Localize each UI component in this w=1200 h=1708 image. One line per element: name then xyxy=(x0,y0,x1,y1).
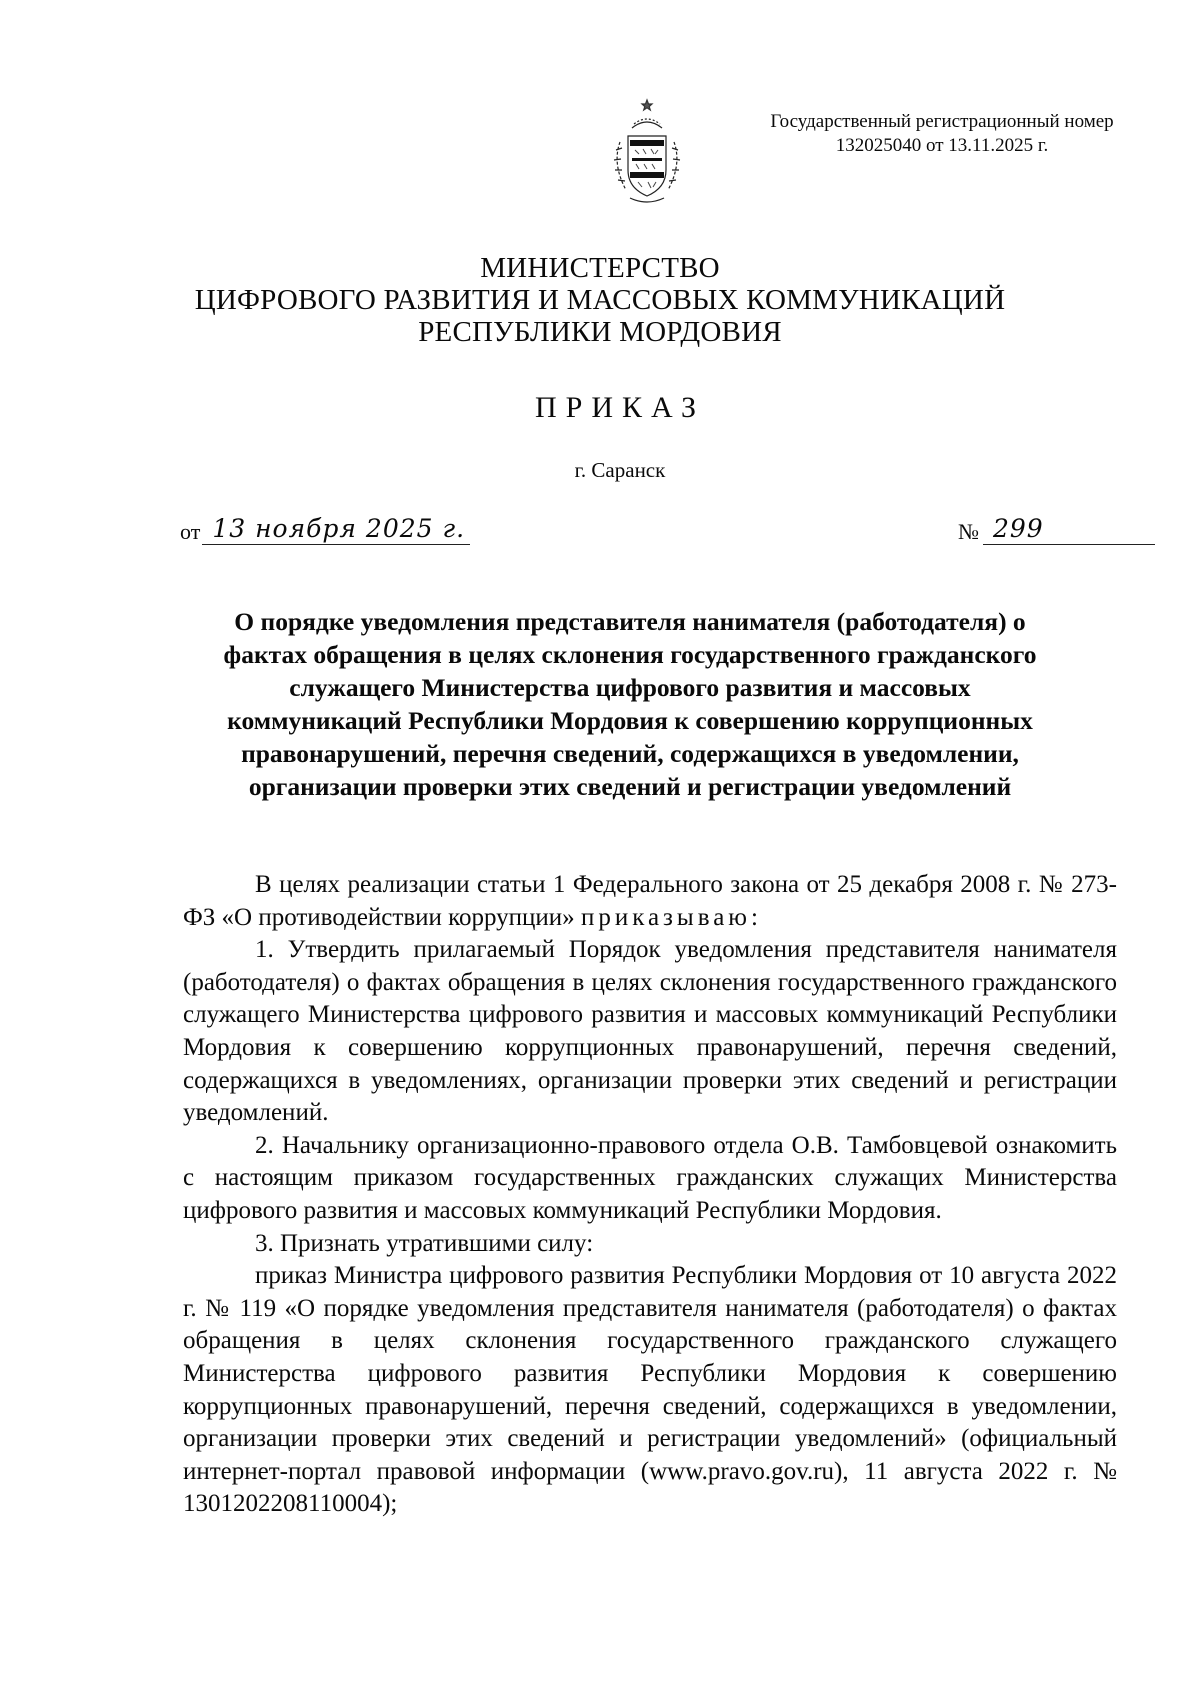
intro-paragraph xyxy=(183,869,1117,934)
date-prefix: от xyxy=(180,519,201,544)
heading-line: правонарушений, перечня сведений, содержащихся в уведомлении, xyxy=(241,739,1019,768)
order-number xyxy=(958,512,1155,545)
order-city: г. Саранск xyxy=(574,458,666,482)
registration-number xyxy=(742,110,1142,158)
order-heading xyxy=(150,605,1110,803)
number-line xyxy=(983,512,1155,545)
heading-line: коммуникаций Республики Мордовия к совершению коррупционных xyxy=(227,706,1033,735)
date-line xyxy=(202,512,470,545)
ministry-line-3: РЕСПУБЛИКИ МОРДОВИЯ xyxy=(418,316,782,348)
paragraph-2: 2. Начальнику организационно-правового отдела О.В. Тамбовцевой ознакомить с настоящим приказом государственных гражданских служащих Министерства цифрового развития и массовых коммуникаций Республики Мордовия. xyxy=(183,1131,1117,1224)
heading-line: фактах обращения в целях склонения государственного гражданского xyxy=(223,640,1037,669)
order-title: ПРИКАЗ xyxy=(535,391,705,424)
heading-line: организации проверки этих сведений и регистрации уведомлений xyxy=(248,772,1012,801)
registration-label: Государственный регистрационный номер xyxy=(770,111,1114,132)
paragraph-1: 1. Утвердить прилагаемый Порядок уведомления представителя нанимателя (работодателя) о фактах обращения в целях склонения государственного гражданского служащего Министерства цифрового развития и массовых коммуникаций Республики Мордовия к совершению коррупционных правонарушений, перечня сведений, содержащихся в уведомлениях, организации проверки этих сведений и регистрации уведомлений. xyxy=(183,936,1117,1127)
heading-line: служащего Министерства цифрового развития и массовых xyxy=(289,673,971,702)
ministry-line-2: ЦИФРОВОГО РАЗВИТИЯ И МАССОВЫХ КОММУНИКАЦИЙ xyxy=(194,284,1006,316)
order-date xyxy=(180,512,470,545)
registration-value: 132025040 от 13.11.2025 г. xyxy=(835,135,1049,156)
handwritten-date: 13 ноября 2025 г. xyxy=(212,514,466,543)
coat-of-arms-icon xyxy=(600,98,696,210)
ministry-line-1: МИНИСТЕРСТВО xyxy=(480,252,720,284)
intro-text: В целях реализации статьи 1 Федерального закона от 25 декабря 2008 г. № 273-ФЗ «О противодействии коррупции» xyxy=(183,871,1117,931)
paragraph-3: 3. Признать утратившими силу: xyxy=(255,1229,594,1257)
ministry-name xyxy=(0,252,1200,348)
number-prefix: № xyxy=(958,519,979,544)
handwritten-number: 299 xyxy=(993,514,1044,543)
paragraph-4: приказ Министра цифрового развития Республики Мордовия от 10 августа 2022 г. № 119 «О порядке уведомления представителя нанимателя (работодателя) о фактах обращения в целях склонения государственного гражданского служащего Министерства цифрового развития Республики Мордовия к совершению коррупционных правонарушений, перечня сведений, содержащихся в уведомлении, организации проверки этих сведений и регистрации уведомлений» (официальный интернет-портал правовой информации (www.pravo.gov.ru), 11 августа 2022 г. № 1301202208110004); xyxy=(183,1262,1117,1518)
heading-line: О порядке уведомления представителя нанимателя (работодателя) о xyxy=(234,607,1026,636)
intro-order-word: приказываю: xyxy=(580,903,762,931)
order-body xyxy=(183,869,1117,1521)
